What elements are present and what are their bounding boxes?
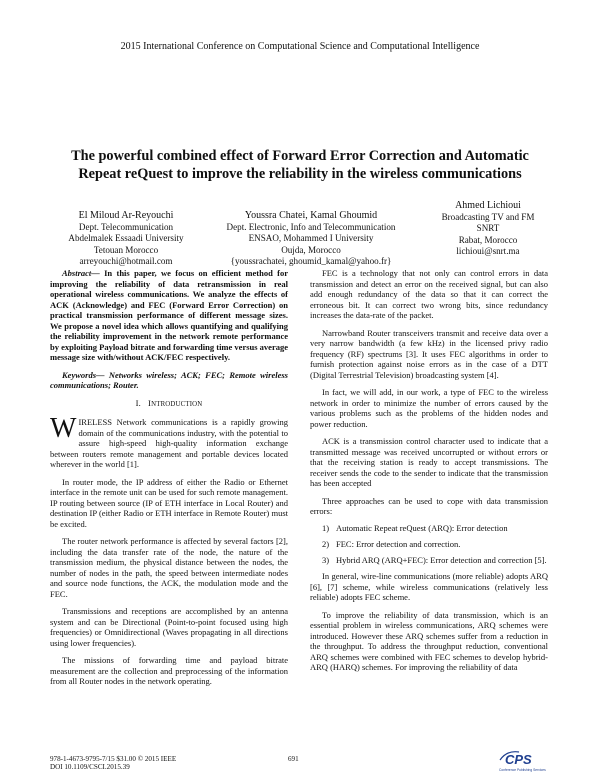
author-affiliation: SNRT <box>476 223 500 234</box>
body-paragraph: The router network performance is affected by several factors [2], including the data transfer rate of the node, the nature of the transmission medium, the physical distance between the nodes, the number of nodes in the path, the speed between intermediate nodes and source node functions, the ACK, the modulation mode and the FEC. <box>50 536 288 599</box>
author-email: lichioui@snrt.ma <box>456 246 520 257</box>
body-paragraph: To improve the reliability of data transmission, which is an essential problem in wireless communications, ARQ schemes were introduced. However these ARQ schemes suffer from a reduction in the throughput. To address the throughput reduction, conventional ARQ schemes were combined with FEC schemes to develop hybrid-ARQ (HARQ) schemes. For improving the reliability of data <box>310 609 548 673</box>
drop-cap: W <box>50 413 77 445</box>
list-number: 3) <box>322 554 330 565</box>
footer-isbn: 978-1-4673-9795-7/15 $31.00 © 2015 IEEE <box>50 755 177 763</box>
logo-subtext: Conference Publishing Services <box>499 768 546 772</box>
section-title-first: I <box>148 397 152 408</box>
section-heading <box>50 398 288 411</box>
abstract-text: In this paper, we focus on efficient method for improving the reliability of data retransmission in real operational wireless communications. We analyze the effects of ACK (Acknowledge) and FEC (Forward Error Correction) on practical transmission performance of different message sizes. We propose a novel idea which allows quantifying and qualifying the reliability improvement in the network remote performance by exploiting Payload bitrate and forwarding time versus average message size with/without ACK/FEC respectively. <box>50 268 288 363</box>
title-line-2: Repeat reQuest to improve the reliability in the wireless communications <box>78 165 522 182</box>
body-paragraph: In general, wire-line communications (more reliable) adopts ARQ [6], [7] scheme, while wireless communications (relatively less reliable) adopts FEC scheme. <box>310 571 548 603</box>
author-name: El Miloud Ar-Reyouchi <box>78 210 174 221</box>
author-affiliation: Abdelmalek Essaadi University <box>68 233 184 244</box>
author-block-1 <box>38 209 214 268</box>
page-number: 691 <box>288 755 299 763</box>
body-paragraph: Transmissions and receptions are accomplished by an antenna system and can be Directional (Point-to-point focused using high frequencies) or Omnidirectional (Waves propagating in all directions using lower frequencies). <box>50 606 288 648</box>
author-affiliation: ENSAO, Mohammed I University <box>248 233 374 244</box>
list-text: FEC: Error detection and correction. <box>336 539 461 550</box>
list-text: Hybrid ARQ (ARQ+FEC): Error detection and correction [5]. <box>336 554 547 565</box>
body-paragraph: In router mode, the IP address of either the Radio or Ethernet interface in the remote unit can be used for such remote management. IP routing between source (IP of ETH interface in Local Router) and destination IP (either Radio or ETH interface in Remote Router) must be excited. <box>50 476 288 529</box>
keywords-text: Networks wireless; ACK; FEC; Remote wireless communications; Router. <box>50 369 288 391</box>
footer-doi: DOI 10.1109/CSCI.2015.39 <box>50 763 130 772</box>
list-number: 2) <box>322 539 330 550</box>
body-paragraph: In fact, we will add, in our work, a type of FEC to the wireless network in order to minimize the number of errors caused by the various problems such as the problems of the hidden nodes and power reduction. <box>310 387 548 429</box>
right-column <box>310 268 548 680</box>
list-item <box>310 523 548 534</box>
author-name: Ahmed Lichioui <box>455 200 521 211</box>
intro-text: IRELESS Network communications is a rapidly growing domain of the communications industry, with the potential to assure high-speed high-quality information exchange between routers remote management and portable devices located wherever in the world [1]. <box>50 417 288 470</box>
author-name: Youssra Chatei, Kamal Ghoumid <box>244 210 378 221</box>
intro-paragraph <box>50 413 288 470</box>
keywords-label: Keywords— <box>62 369 105 380</box>
paper-title <box>60 148 540 183</box>
author-affiliation: Rabat, Morocco <box>458 234 518 245</box>
body-paragraph: The missions of forwarding time and payload bitrate measurement are the collection and preprocessing of the information from all Router nodes in the network operating. <box>50 655 288 687</box>
author-affiliation: Dept. Electronic, Info and Telecommunication <box>226 222 396 232</box>
author-block-3 <box>408 199 568 258</box>
section-number: I. <box>135 397 141 408</box>
title-line-1: The powerful combined effect of Forward Error Correction and Automatic <box>71 148 529 164</box>
author-affiliation: Broadcasting TV and FM <box>441 212 535 222</box>
abstract <box>50 268 288 363</box>
author-email: arreyouchi@hotmail.com <box>79 256 173 267</box>
author-email: {youssrachatei, ghoumid_kamal@yahoo.fr} <box>230 256 392 267</box>
author-block-2 <box>208 209 414 268</box>
body-paragraph: Three approaches can be used to cope with data transmission errors: <box>310 495 548 517</box>
author-affiliation: Tetouan Morocco <box>93 244 159 255</box>
body-paragraph: FEC is a technology that not only can control errors in data transmission and detect an error on the received signal, but can also add enough redundancy of the data so that it can correct the erroneous bit. It can correct two wrong bits, since redundancy increases the data-rate of the packet. <box>310 268 548 321</box>
logo-text: CPS <box>505 752 532 767</box>
list-item <box>310 539 548 550</box>
numbered-list <box>310 523 548 565</box>
keywords <box>50 370 288 391</box>
list-text: Automatic Repeat reQuest (ARQ): Error detection <box>336 523 508 534</box>
body-paragraph: ACK is a transmission control character used to indicate that a transmitted message was received uncorrupted or without errors or that the receiving station is ready to accept transmissions. The receiver sends the code to the sender to indicate that the transmission has been accepted <box>310 436 548 489</box>
list-item <box>310 555 548 566</box>
footer-copyright <box>50 755 176 772</box>
conference-header: 2015 International Conference on Computational Science and Computational Intelligence <box>120 41 480 52</box>
author-affiliation: Oujda, Morocco <box>281 244 341 255</box>
list-number: 1) <box>322 523 330 534</box>
body-paragraph: Narrowband Router transceivers transmit and receive data over a very narrow bandwidth (a few kHz) in the licensed privy radio frequency (RF) spectrums [3]. It uses FEC algorithms in order to furnish protection against noise errors as in the case of a DTT (Digital Terrestrial Television) broadcasting system [4]. <box>310 327 548 380</box>
left-column <box>50 268 288 694</box>
section-title-rest: NTRODUCTION <box>151 400 203 408</box>
author-affiliation: Dept. Telecommunication <box>78 222 174 232</box>
abstract-label: Abstract— <box>62 268 100 278</box>
cps-logo <box>497 747 557 773</box>
